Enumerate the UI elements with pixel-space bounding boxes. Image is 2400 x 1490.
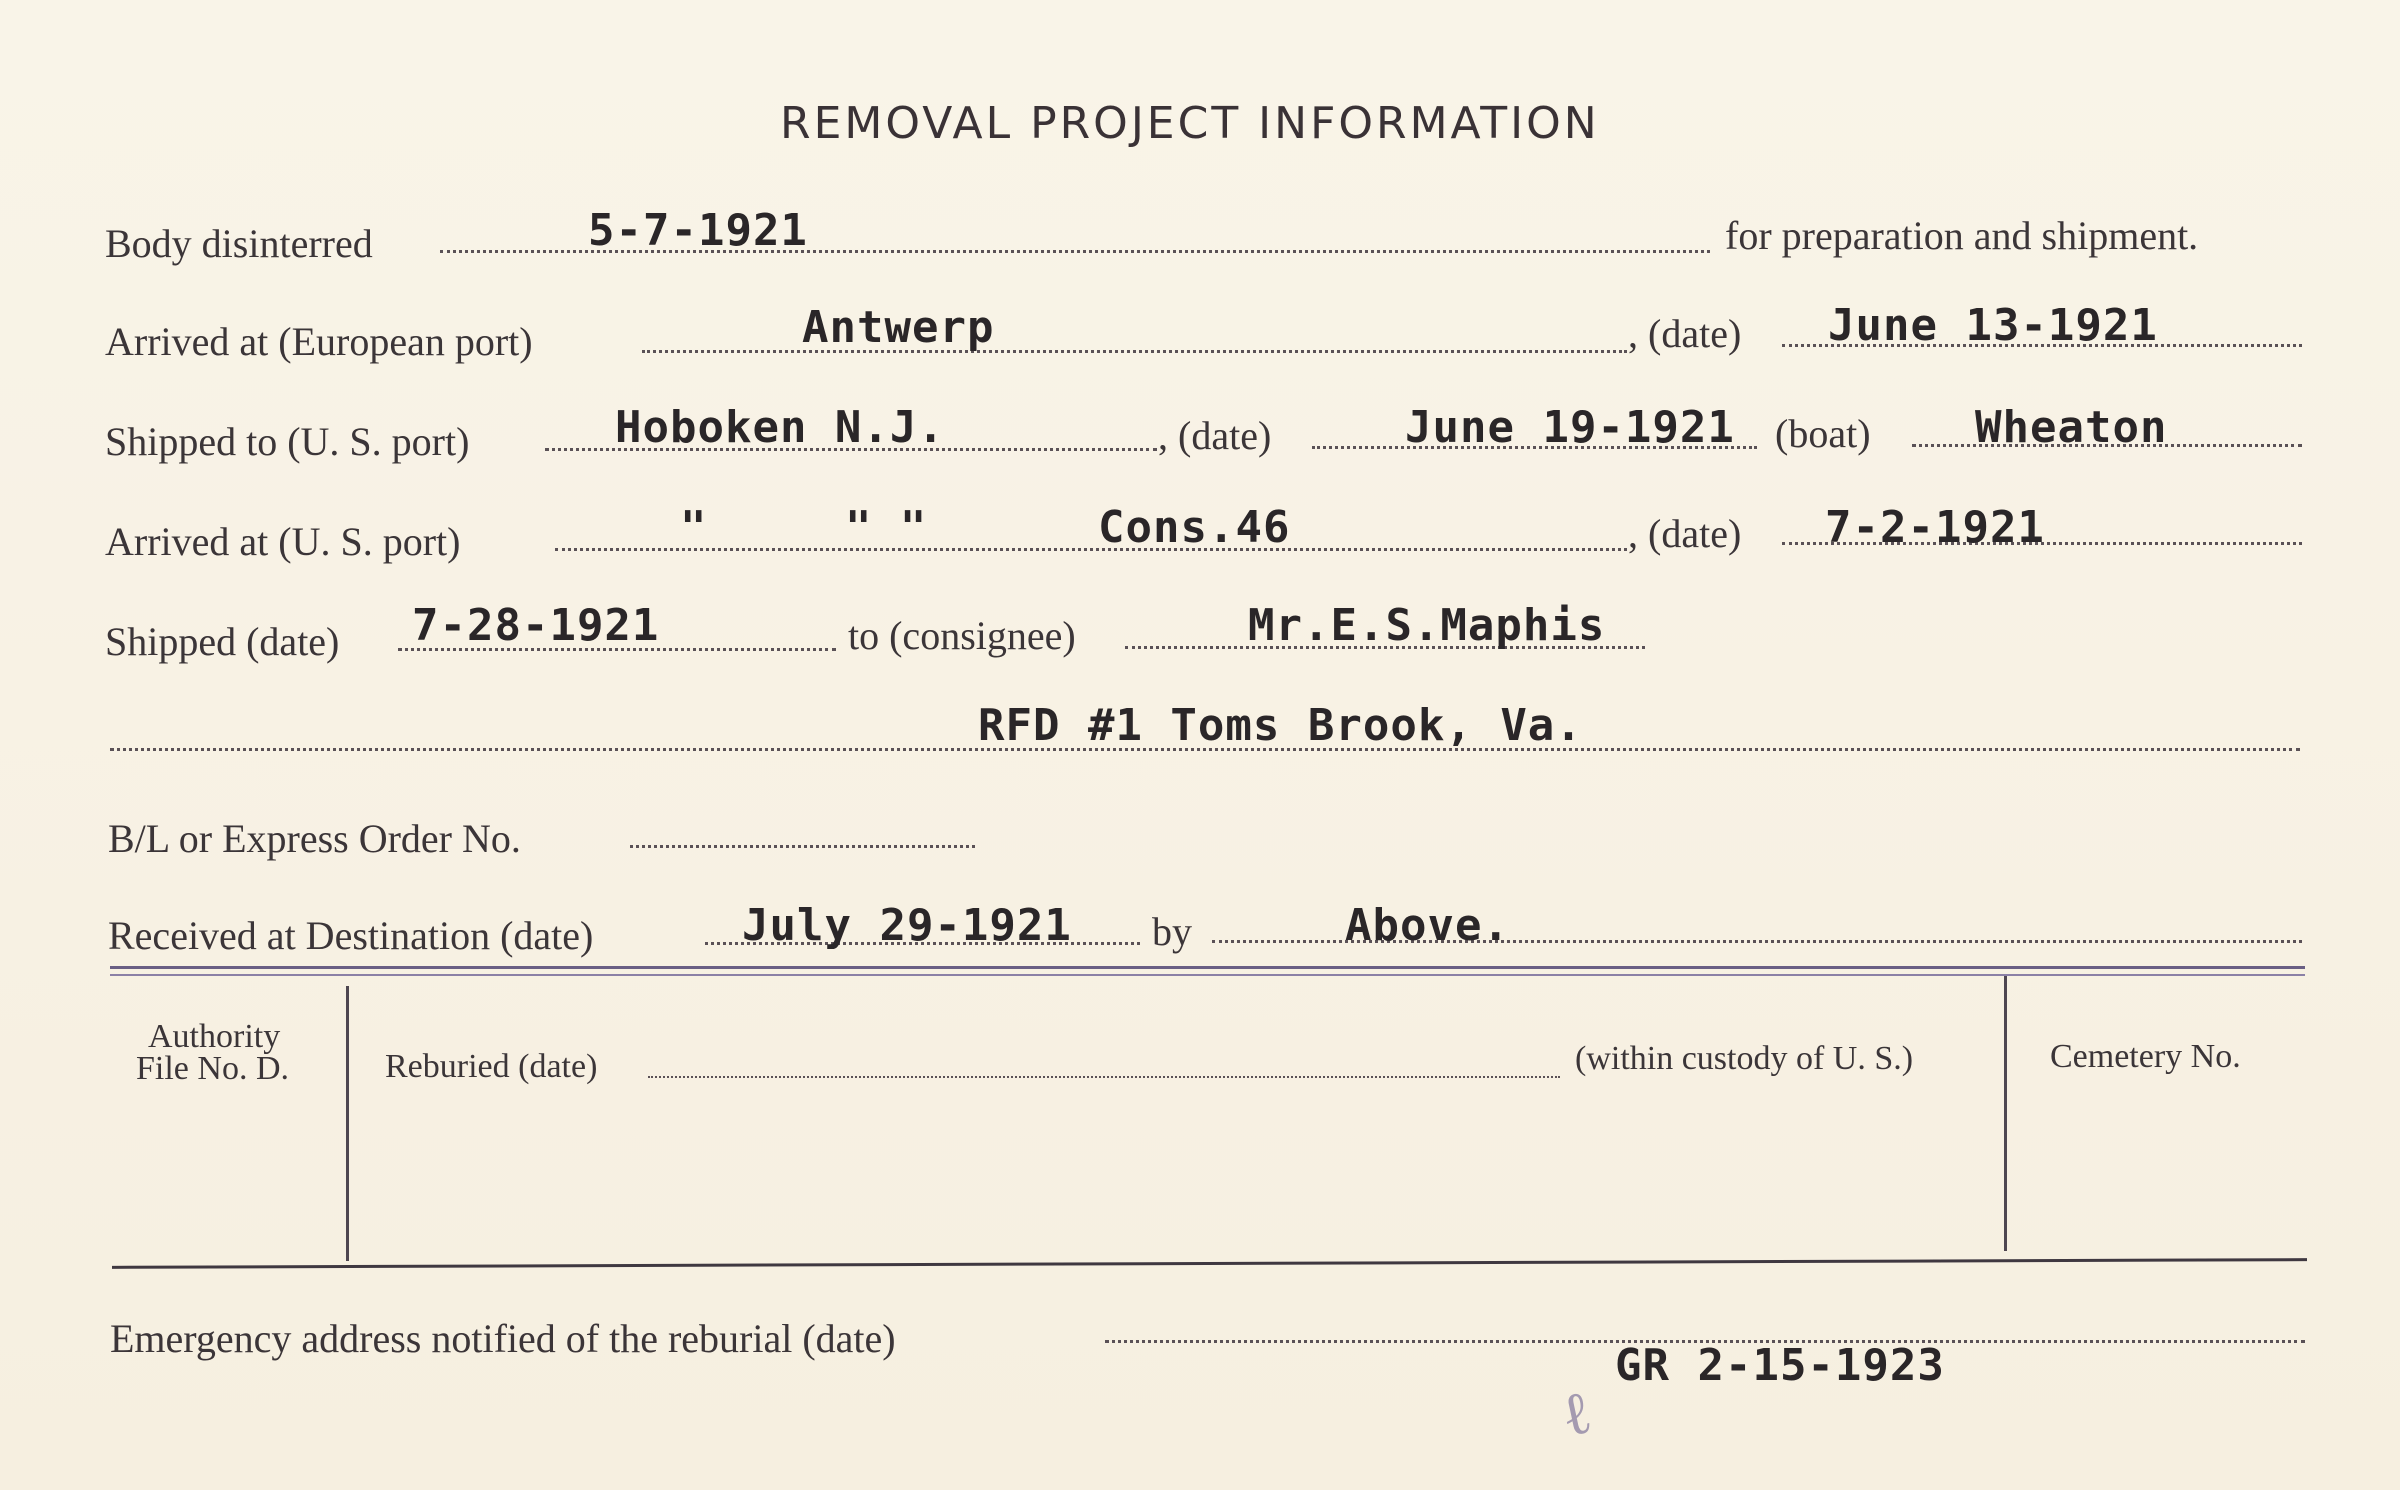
shipped-date-label: Shipped (date) xyxy=(105,619,340,664)
table-divider-right xyxy=(2004,976,2007,1251)
emergency-address-value: GR 2-15-1923 xyxy=(1615,1340,1945,1391)
received-by-label: by xyxy=(1152,909,1192,954)
us-port-arrived-date-value: 7-2-1921 xyxy=(1825,502,2045,553)
bl-express-order-label: B/L or Express Order No. xyxy=(108,816,521,861)
received-by-value: Above. xyxy=(1345,900,1510,951)
european-port-label: Arrived at (European port) xyxy=(105,319,533,364)
authority-label: Authority xyxy=(148,1018,281,1055)
table-divider-left xyxy=(346,986,349,1261)
european-port-date-value: June 13-1921 xyxy=(1828,300,2158,351)
section-rule-top xyxy=(110,966,2305,969)
us-port-shipped-date-label: , (date) xyxy=(1158,413,1272,458)
body-disinterred-value: 5-7-1921 xyxy=(588,205,808,256)
us-port-shipped-label: Shipped to (U. S. port) xyxy=(105,419,470,464)
us-port-arrived-date-label: , (date) xyxy=(1628,511,1742,556)
preparation-shipment-text: for preparation and shipment. xyxy=(1725,213,2199,258)
us-port-shipped-date-value: June 19-1921 xyxy=(1405,402,1735,453)
bl-express-order-line xyxy=(630,845,975,848)
pencil-mark: ℓ xyxy=(1555,1378,1598,1450)
us-port-shipped-value: Hoboken N.J. xyxy=(615,402,945,453)
reburied-label: Reburied (date) xyxy=(385,1048,598,1085)
body-disinterred-label: Body disinterred xyxy=(105,221,373,266)
consignee-label: to (consignee) xyxy=(848,613,1076,658)
section-rule-top-inner xyxy=(110,974,2305,976)
us-port-arrived-ditto: " " " xyxy=(680,502,928,553)
emergency-address-label: Emergency address notified of the reburial (date) xyxy=(110,1316,896,1361)
us-port-arrived-label: Arrived at (U. S. port) xyxy=(105,519,461,564)
boat-label: (boat) xyxy=(1775,411,1871,456)
received-destination-label: Received at Destination (date) xyxy=(108,913,594,958)
reburied-line xyxy=(648,1076,1560,1078)
cemetery-no-label: Cemetery No. xyxy=(2050,1038,2241,1075)
page-title: REMOVAL PROJECT INFORMATION xyxy=(780,98,1600,149)
table-bottom-rule xyxy=(112,1258,2307,1269)
european-port-date-label: , (date) xyxy=(1628,311,1742,356)
consignment-number: Cons.46 xyxy=(1098,502,1291,553)
custody-label: (within custody of U. S.) xyxy=(1575,1040,1914,1077)
received-destination-value: July 29-1921 xyxy=(742,900,1072,951)
consignee-address: RFD #1 Toms Brook, Va. xyxy=(978,700,1583,751)
consignee-value: Mr.E.S.Maphis xyxy=(1248,600,1606,651)
shipped-date-value: 7-28-1921 xyxy=(412,600,660,651)
file-no-label: File No. D. xyxy=(136,1050,289,1087)
boat-value: Wheaton xyxy=(1975,402,2168,453)
european-port-line xyxy=(642,350,1627,353)
european-port-value: Antwerp xyxy=(802,302,995,353)
